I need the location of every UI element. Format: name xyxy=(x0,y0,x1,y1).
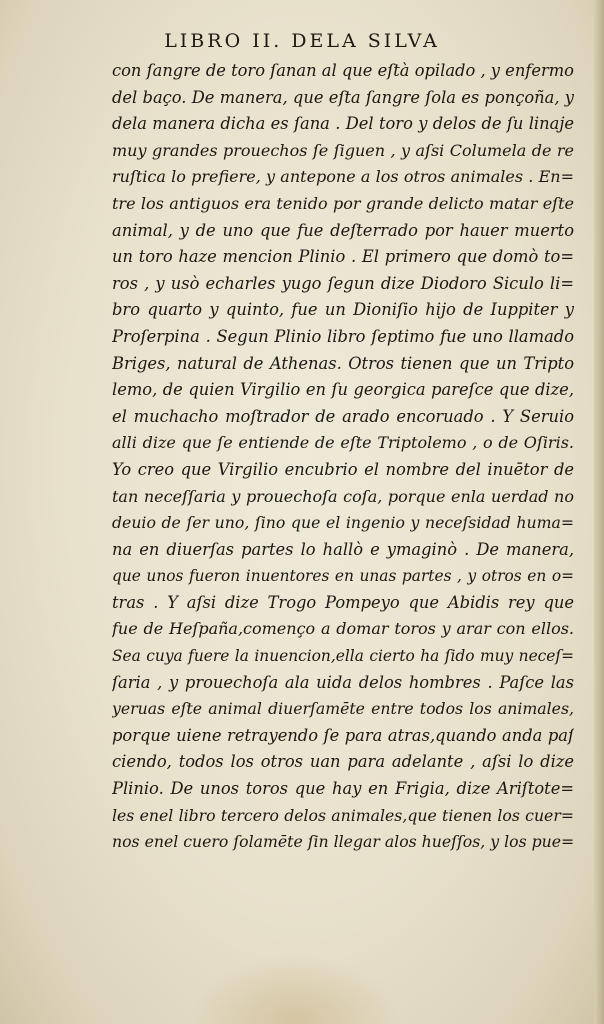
text-line: Proſerpina . Segun Plinio libro ſeptimo fue uno llamado xyxy=(112,326,574,346)
text-line: un toro haze mencion Plinio . El primero que domò to= xyxy=(112,247,574,267)
text-line: tras . Y aſsi dize Trogo Pompeyo que Abidis rey que xyxy=(112,592,574,612)
body-text xyxy=(112,58,574,856)
text-line: ſaria , y prouechoſa ala uida delos hombres . Paſce las xyxy=(112,672,574,692)
text-line: na en diuerſas partes lo hallò e ymaginò . De manera, xyxy=(112,539,574,559)
text-line: tre los antiguos era tenido por grande delicto matar eſte xyxy=(112,193,574,213)
text-line: yeruas eſte animal diuerſamēte entre todos los animales, xyxy=(112,699,574,719)
text-line: les enel libro tercero delos animales,que tienen los cuer= xyxy=(112,805,574,825)
text-line: bro quarto y quinto, fue un Dioniſio hijo de Iuppiter y xyxy=(112,300,574,320)
page-edge xyxy=(594,0,604,1024)
text-line: animal, y de uno que fue deſterrado por hauer muerto xyxy=(112,220,574,240)
running-head: LIBRO II. DELA SILVA xyxy=(164,30,440,52)
text-line: dela manera dicha es ſana . Del toro y delos de ſu linaje xyxy=(112,114,574,134)
text-line: con ſangre de toro ſanan al que eſtà opilado , y enfermo xyxy=(112,61,574,80)
paper-stain xyxy=(190,955,400,1024)
text-line: ciendo, todos los otros uan para adelante , aſsi lo dize xyxy=(112,752,574,772)
text-line: ruſtica lo prefiere, y antepone a los otros animales . En= xyxy=(112,167,574,187)
text-line: nos enel cuero ſolamēte ſin llegar alos hueſſos, y los pue= xyxy=(112,832,574,852)
text-line: Sea cuya fuere la inuencion,ella cierto ha ſido muy neceſ= xyxy=(112,647,574,666)
text-line: tan neceſſaria y prouechoſa coſa, porque enla uerdad no xyxy=(112,486,574,506)
text-line: muy grandes prouechos ſe ſiguen , y aſsi Columela de re xyxy=(112,140,574,160)
text-line: ros , y usò echarles yugo ſegun dize Diodoro Siculo li= xyxy=(112,273,574,293)
text-line: Yo creo que Virgilio encubrio el nombre del inuētor de xyxy=(112,459,574,479)
text-line: el muchacho moſtrador de arado encoruado . Y Seruio xyxy=(112,406,574,426)
text-line: deuio de ſer uno, ſino que el ingenio y neceſsidad huma= xyxy=(112,513,574,533)
text-line: que unos fueron inuentores en unas partes , y otros en o= xyxy=(112,567,574,586)
text-line: fue de Heſpaña,començo a domar toros y arar con ellos. xyxy=(112,619,574,639)
text-line: lemo, de quien Virgilio en ſu georgica pareſce que dize, xyxy=(112,380,574,400)
text-line: porque uiene retrayendo ſe para atras,quando anda paſ xyxy=(112,725,574,745)
text-line: Plinio. De unos toros que hay en Frigia, dize Ariſtote= xyxy=(112,779,574,799)
text-line: alli dize que ſe entiende de eſte Triptolemo , o de Oſiris. xyxy=(112,433,574,453)
text-line: del baço. De manera, que eſta ſangre ſola es ponçoña, y xyxy=(112,87,574,107)
text-line: Briges, natural de Athenas. Otros tienen que un Tripto xyxy=(112,353,574,373)
